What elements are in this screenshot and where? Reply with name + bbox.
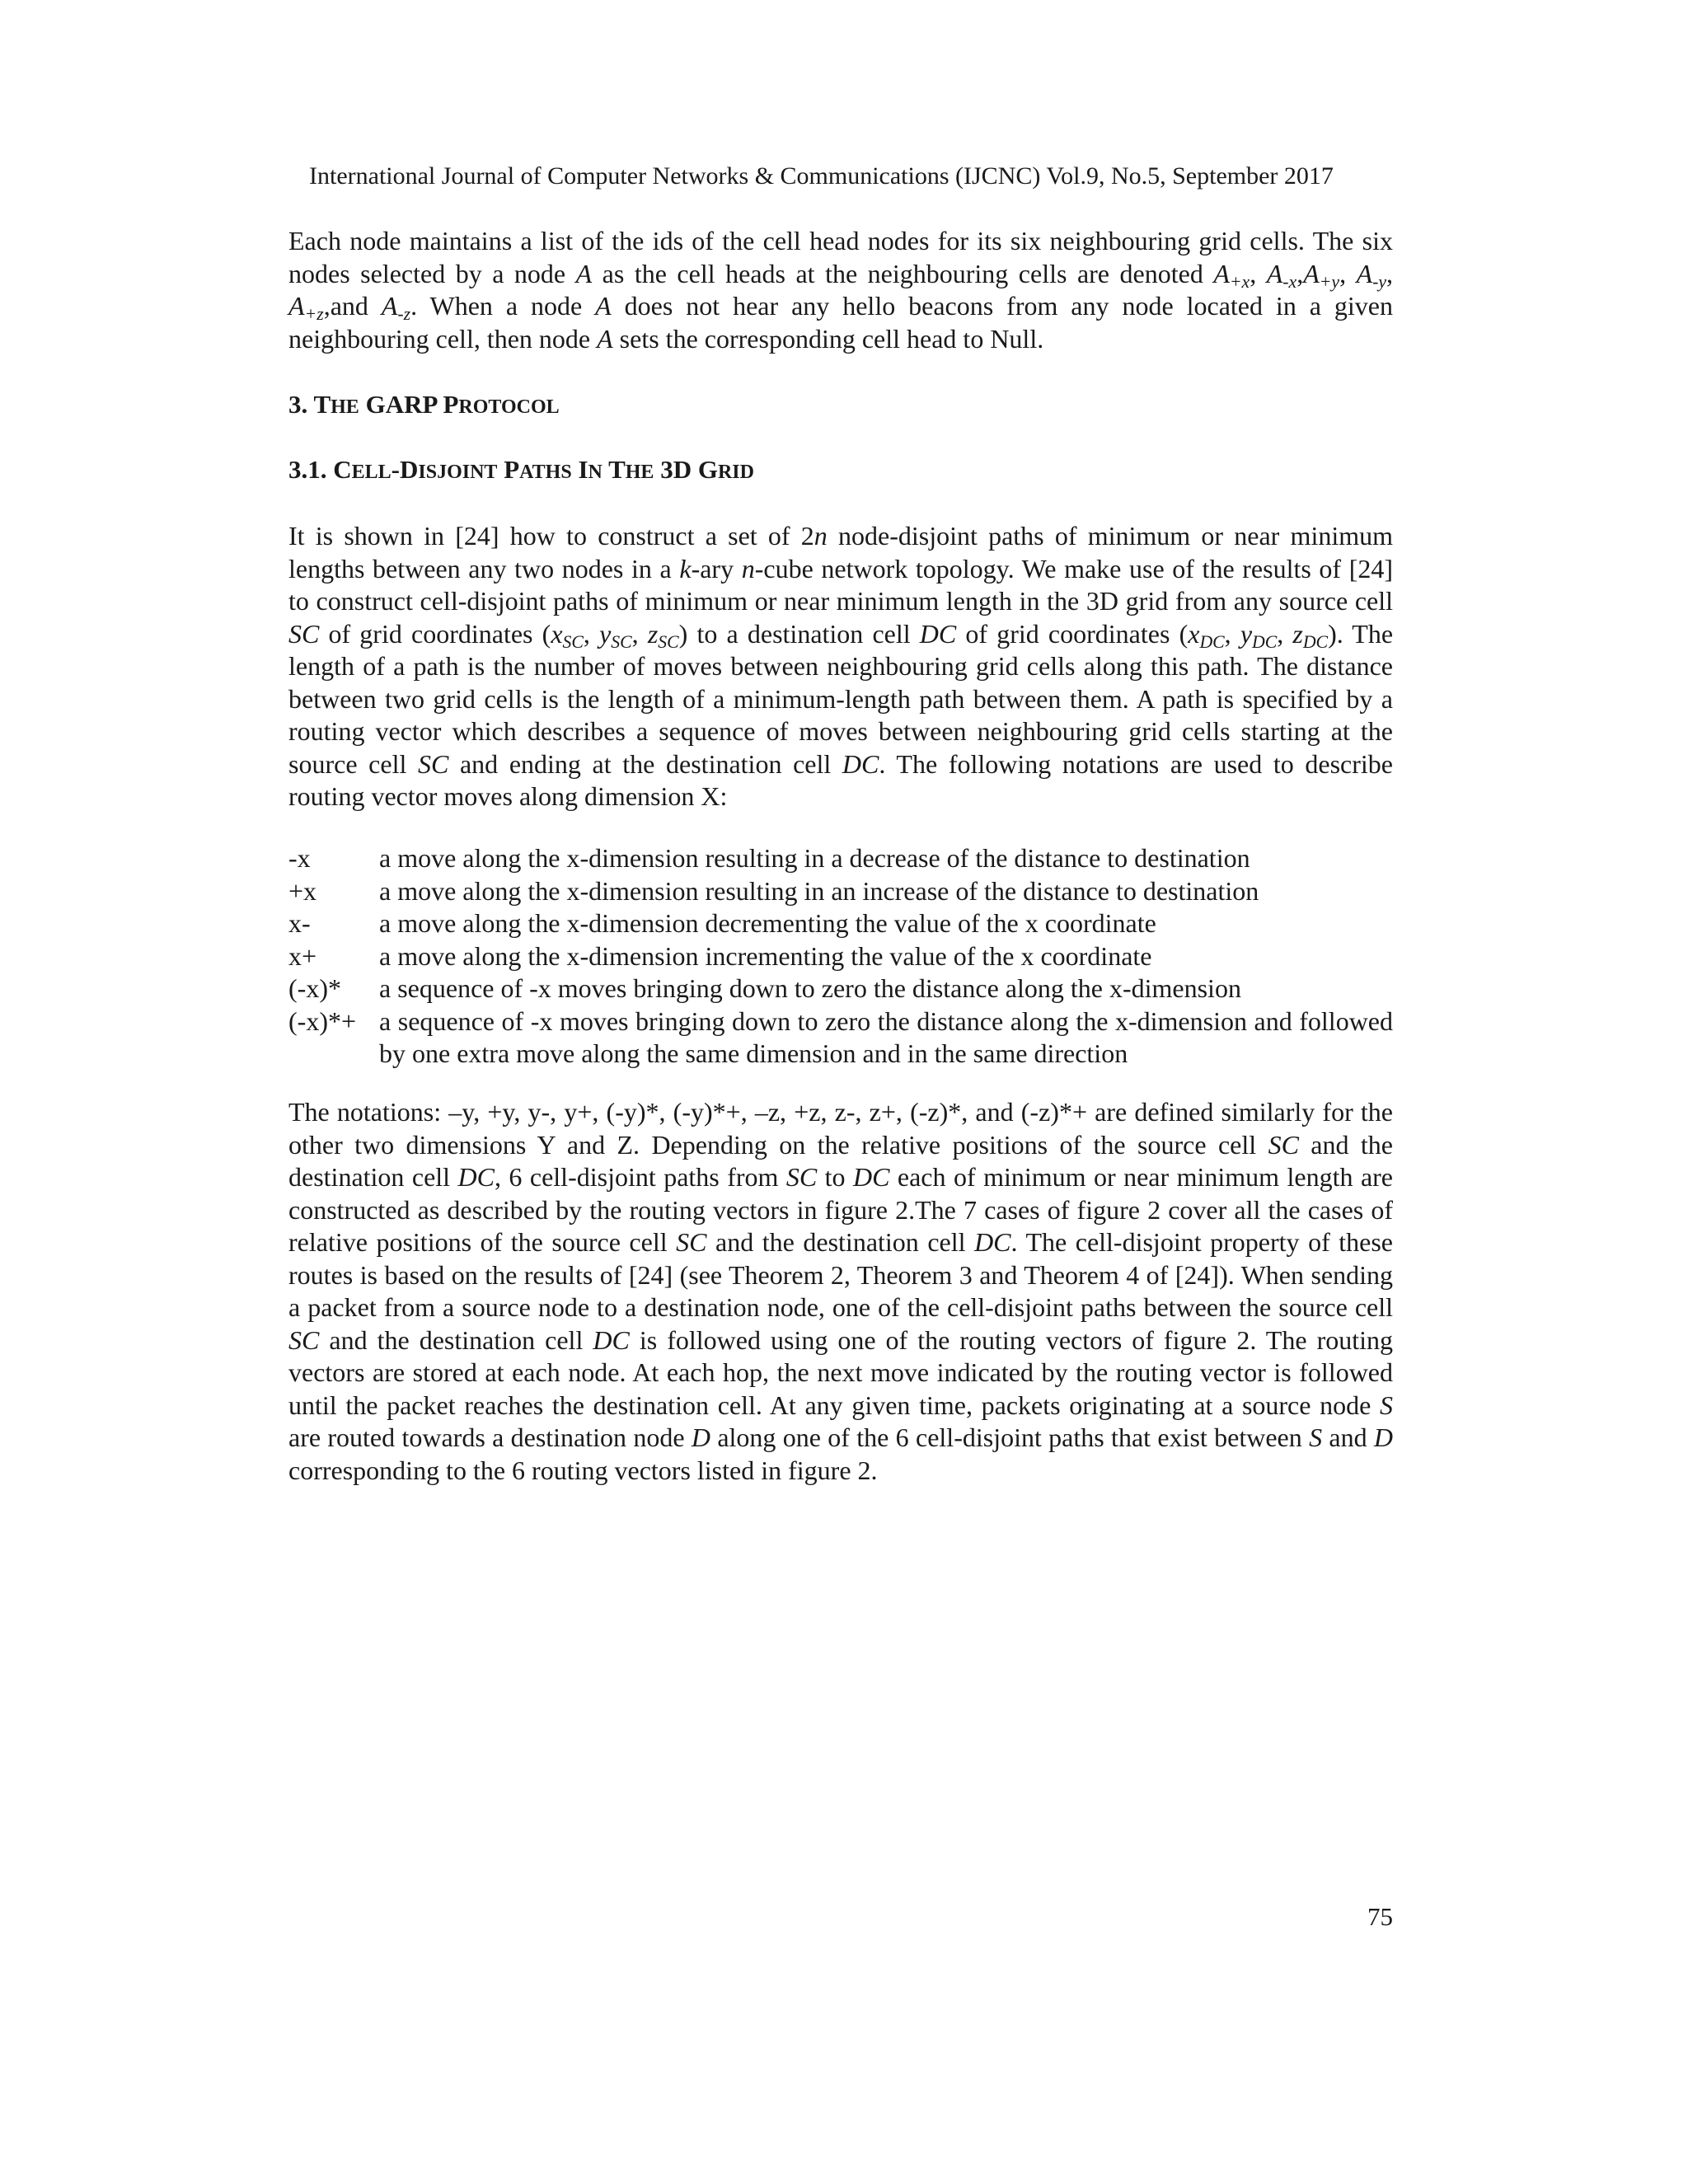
definition-row	[288, 875, 1393, 908]
definition-row	[288, 842, 1393, 875]
definition-term: -x	[288, 843, 311, 873]
definition-description: a move along the x-dimension incrementing the value of the x coordinate	[379, 940, 1152, 971]
notations-paragraph: The notations: –y, +y, y-, y+, (-y)*, (-y)*+, –z, +z, z-, z+, (-z)*, and (-z)*+ are defined similarly for the other two dimensions Y and Z. Depending on the relative positions of the source cell SC and the destination cell DC, 6 cell-disjoint paths from SC to DC each of minimum or near minimum length are constructed as described by the routing vectors in figure 2.The 7 cases of figure 2 cover all the cases of relative positions of the source cell SC and the destination cell DC. The cell-disjoint property of these routes is based on the results of [24] (see Theorem 2, Theorem 3 and Theorem 4 of [24]). When sending a packet from a source node to a destination node, one of the cell-disjoint paths between the source cell SC and the destination cell DC is followed using one of the routing vectors of figure 2. The routing vectors are stored at each node. At each hop, the next move indicated by the routing vector is followed until the packet reaches the destination cell. At any given time, packets originating at a source node S are routed towards a destination node D along one of the 6 cell-disjoint paths that exist between S and D corresponding to the 6 routing vectors listed in figure 2.	[288, 1097, 1394, 1485]
notation-definitions	[288, 842, 1393, 1071]
definition-description: a move along the x-dimension resulting in an increase of the distance to destination	[379, 875, 1259, 906]
definition-description: a sequence of -x moves bringing down to zero the distance along the x-dimension and followed by one extra move along the same dimension and in the same direction	[379, 1005, 1393, 1068]
definition-description: a move along the x-dimension decrementing the value of the x coordinate	[379, 908, 1156, 938]
definition-row	[288, 1005, 1393, 1071]
definition-term: +x	[288, 875, 317, 906]
definition-term: (-x)*	[288, 973, 341, 1003]
definition-row	[288, 972, 1393, 1005]
definition-description: a sequence of -x moves bringing down to zero the distance along the x-dimension	[379, 973, 1241, 1003]
definition-row	[288, 940, 1393, 973]
definition-term: x-	[288, 908, 311, 938]
intro-paragraph: Each node maintains a list of the ids of the cell head nodes for its six neighbouring grid cells. The six nodes selected by a node A as the cell heads at the neighbouring cells are denoted $A_{+x}$, $A_{-x},A_{+y}$, $A_{-y}$, $A_{+z},and$ $A_{-z}$. When a node A does not hear any hello beacons from any node located in a given neighbouring cell, then node A sets the corresponding cell head to Null.	[288, 226, 1394, 354]
page-number: 75	[1367, 1902, 1393, 1931]
section-heading: 3. THE GARP PROTOCOL	[288, 390, 560, 419]
paths-paragraph: It is shown in [24] how to construct a set of 2n node-disjoint paths of minimum or near minimum lengths between any two nodes in a k-ary n-cube network topology. We make use of the results of [24] to construct cell-disjoint paths of minimum or near minimum length in the 3D grid from any source cell SC of grid coordinates ($x_{SC}$, $y_{SC}$, $z_{SC}$) to a destination cell DC of grid coordinates ($x_{DC}$, $y_{DC}$, $z_{DC}$). The length of a path is the number of moves between neighbouring grid cells along this path. The distance between two grid cells is the length of a minimum-length path between them. A path is specified by a routing vector which describes a sequence of moves between neighbouring grid cells starting at the source cell SC and ending at the destination cell DC. The following notations are used to describe routing vector moves along dimension X:	[288, 521, 1394, 811]
subsection-heading: 3.1. CELL-DISJOINT PATHS IN THE 3D GRID	[288, 455, 754, 484]
definition-row	[288, 907, 1393, 940]
definition-term: (-x)*+	[288, 1005, 357, 1036]
definition-term: x+	[288, 940, 317, 971]
definition-description: a move along the x-dimension resulting in a decrease of the distance to destination	[379, 843, 1250, 873]
running-header: International Journal of Computer Networks & Communications (IJCNC) Vol.9, No.5, September 2017	[309, 162, 1334, 190]
